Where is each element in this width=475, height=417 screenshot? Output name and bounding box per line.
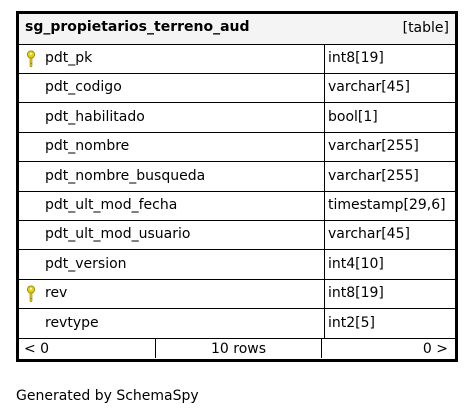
column-name: pdt_nombre_busqueda: [45, 167, 206, 184]
column-name: pdt_pk: [45, 50, 93, 66]
column-name: pdt_ult_mod_usuario: [45, 226, 191, 243]
table-node[interactable]: [16, 11, 458, 362]
column-name-cell: [19, 191, 325, 220]
column-type: bool[1]: [328, 108, 378, 125]
column-row[interactable]: [19, 103, 455, 133]
column-row[interactable]: [19, 309, 455, 339]
column-type: int2[5]: [328, 314, 375, 331]
table-header: [19, 14, 455, 45]
column-name: pdt_habilitado: [45, 108, 145, 125]
column-name: pdt_ult_mod_fecha: [45, 197, 178, 213]
column-row[interactable]: [19, 191, 455, 221]
column-type: int8[19]: [328, 50, 384, 66]
next-relations-count: 0 >: [422, 341, 448, 357]
column-name-cell: [19, 250, 325, 279]
primary-key-icon: [26, 50, 36, 68]
column-name-cell: [19, 73, 325, 102]
table-footer: [19, 338, 455, 362]
column-name-cell: [19, 279, 325, 308]
column-row[interactable]: [19, 44, 455, 74]
column-name: rev: [45, 285, 68, 302]
column-row[interactable]: [19, 73, 455, 103]
column-type: varchar[45]: [328, 79, 410, 96]
row-count: 10 rows: [156, 338, 322, 358]
column-row[interactable]: [19, 250, 455, 280]
column-row[interactable]: [19, 220, 455, 250]
column-name-cell: [19, 44, 325, 73]
column-row[interactable]: [19, 132, 455, 162]
column-name: pdt_nombre: [45, 138, 130, 155]
column-type: varchar[45]: [328, 226, 410, 243]
column-name-cell: [19, 162, 325, 191]
column-type: timestamp[29,6]: [328, 197, 446, 213]
column-name: pdt_version: [45, 255, 127, 272]
column-name-cell: [19, 220, 325, 249]
column-type: int4[10]: [328, 255, 384, 272]
column-name-cell: [19, 309, 325, 338]
table-type-label: [table]: [402, 20, 449, 36]
primary-key-icon: [26, 285, 36, 303]
table-name: sg_propietarios_terreno_aud: [25, 19, 250, 35]
column-name: revtype: [45, 314, 99, 331]
column-name: pdt_codigo: [45, 79, 122, 96]
generated-by-text: Generated by SchemaSpy: [16, 388, 199, 404]
column-type: varchar[255]: [328, 167, 419, 184]
column-type: int8[19]: [328, 285, 384, 302]
column-row[interactable]: [19, 279, 455, 309]
column-row[interactable]: [19, 162, 455, 192]
column-name-cell: [19, 103, 325, 132]
column-name-cell: [19, 132, 325, 161]
prev-relations-count: < 0: [19, 338, 156, 358]
column-type: varchar[255]: [328, 138, 419, 155]
